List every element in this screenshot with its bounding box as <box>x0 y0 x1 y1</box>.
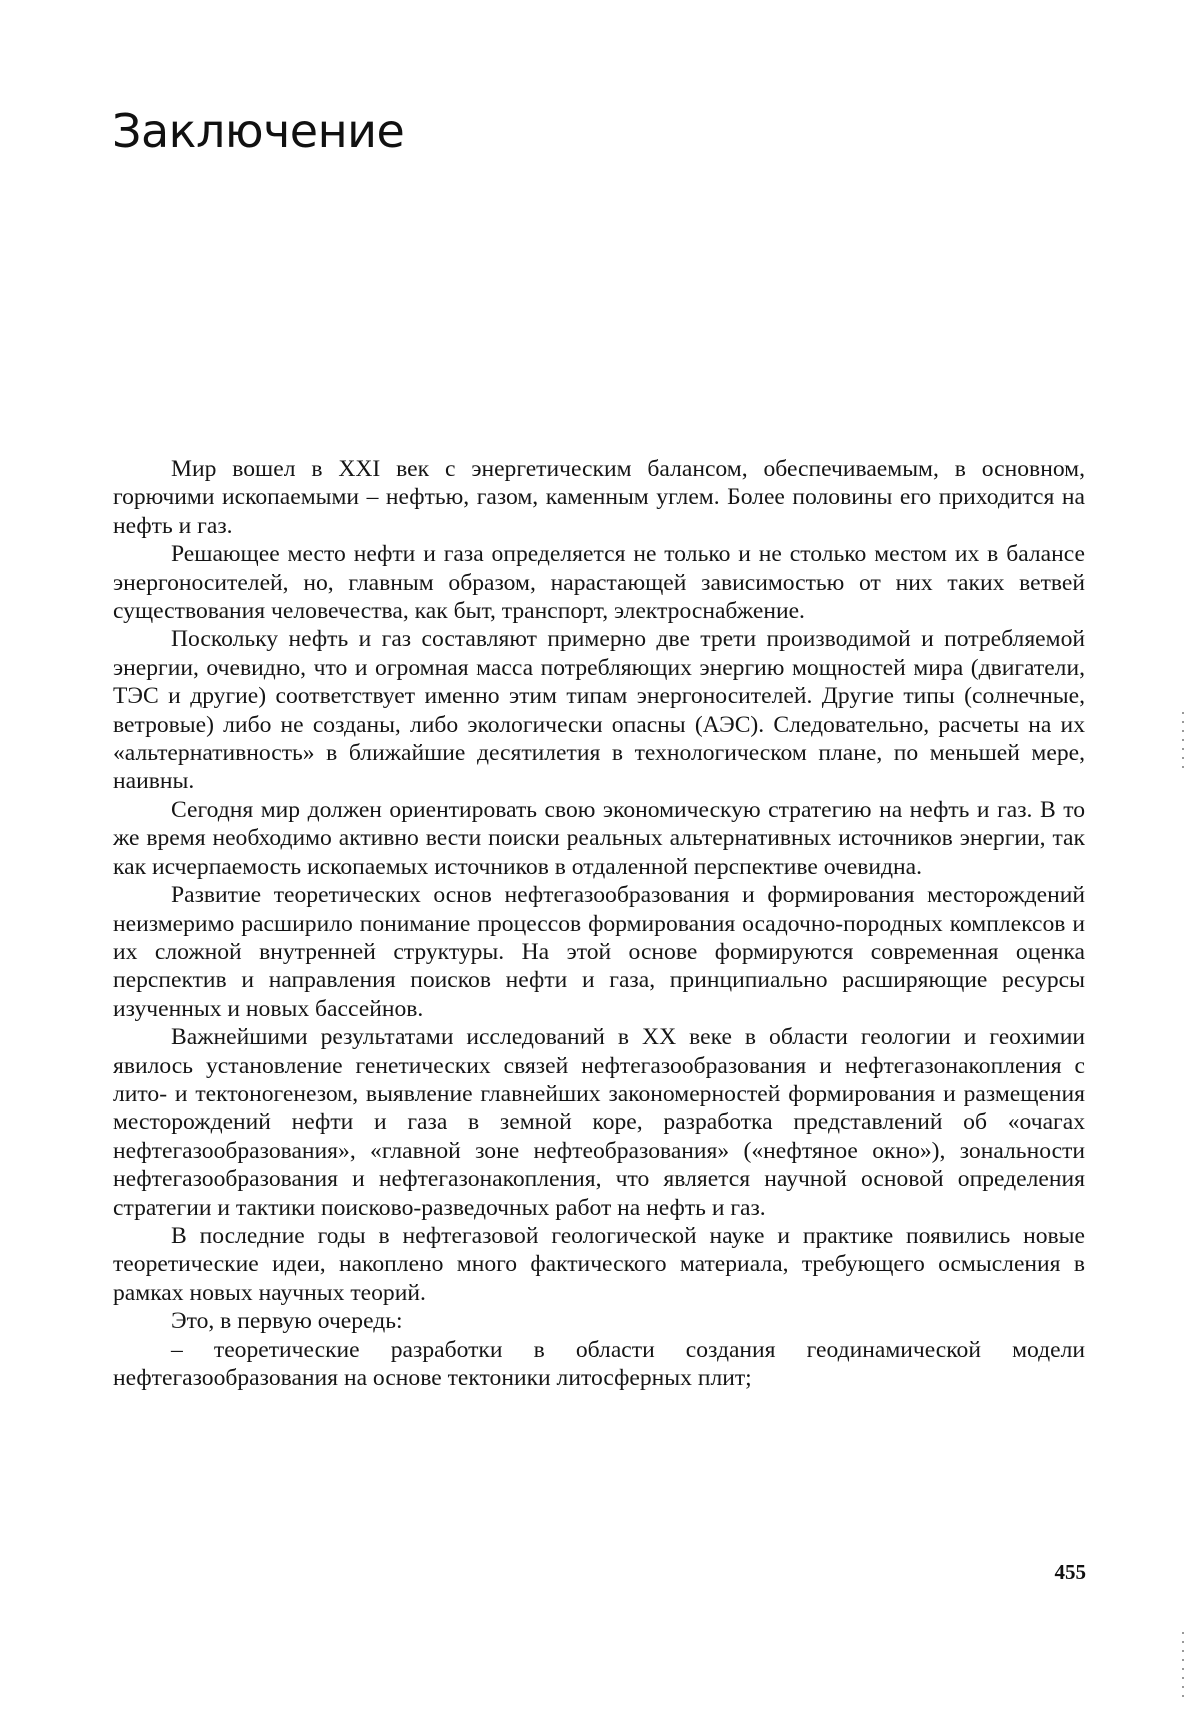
paragraph: Решающее место нефти и газа определяется не только и не столько местом их в балансе энергоносителей, но, главным образом, нарастающей зависимостью от них таких ветвей существования человечества, как быт, транспорт, электроснабжение. <box>113 541 1085 625</box>
paragraph: Мир вошел в XXI век с энергетическим балансом, обеспечиваемым, в основном, горючими ископаемыми – нефтью, газом, каменным углем. Более половины его приходится на нефть и газ. <box>113 456 1085 539</box>
chapter-title: Заключение <box>112 104 405 158</box>
scan-artifact <box>1182 712 1184 772</box>
paragraph: – теоретические разработки в области создания геодинамической модели нефтегазообразования на основе тектоники литосферных плит; <box>113 1336 1085 1391</box>
paragraph: Сегодня мир должен ориентировать свою экономическую стратегию на нефть и газ. В то же время необходимо активно вести поиски реальных альтернативных источников энергии, так как исчерпаемость ископаемых источников в отдаленной перспективе очевидна. <box>113 796 1085 880</box>
paragraph: Развитие теоретических основ нефтегазообразования и формирования месторождений неизмеримо расширило понимание процессов формирования осадочно-породных комплексов и их сложной внутренней структуры. На этой основе формируются современная оценка перспектив и направления поисков нефти и газа, принципиально расширяющие ресурсы изученных и новых бассейнов. <box>113 882 1085 1022</box>
page-number: 455 <box>1054 1560 1086 1584</box>
body-text <box>113 455 1085 1392</box>
paragraph: Важнейшими результатами исследований в XX веке в области геологии и геохимии явилось установление генетических связей нефтегазообразования и нефтегазонакопления с лито- и тектоногенезом, выявление главнейших закономерностей формирования и размещения месторождений нефти и газа в земной коре, разработка представлений об «очагах нефтегазообразования», «главной зоне нефтеобразования» («нефтяное окно»), зональности нефтегазообразования и нефтегазонакопления, что является научной основой определения стратегии и тактики поисково-разведочных работ на нефть и газ. <box>113 1024 1085 1221</box>
paragraph: В последние годы в нефтегазовой геологической науке и практике появились новые теоретические идеи, накоплено много фактического материала, требующего осмысления в рамках новых научных теорий. <box>113 1222 1085 1306</box>
paragraph: Это, в первую очередь: <box>171 1308 403 1335</box>
paragraph: Поскольку нефть и газ составляют примерно две трети производимой и потребляемой энергии, очевидно, что и огромная масса потребляющих энергию мощностей мира (двигатели, ТЭС и другие) соответствует именно этим типам энергоносителей. Другие типы (солнечные, ветровые) либо не созданы, либо экологически опасны (АЭС). Следовательно, расчеты на их «альтернативность» в ближайшие десятилетия в технологическом плане, по меньшей мере, наивны. <box>113 626 1085 795</box>
scan-artifact <box>1182 1632 1184 1702</box>
